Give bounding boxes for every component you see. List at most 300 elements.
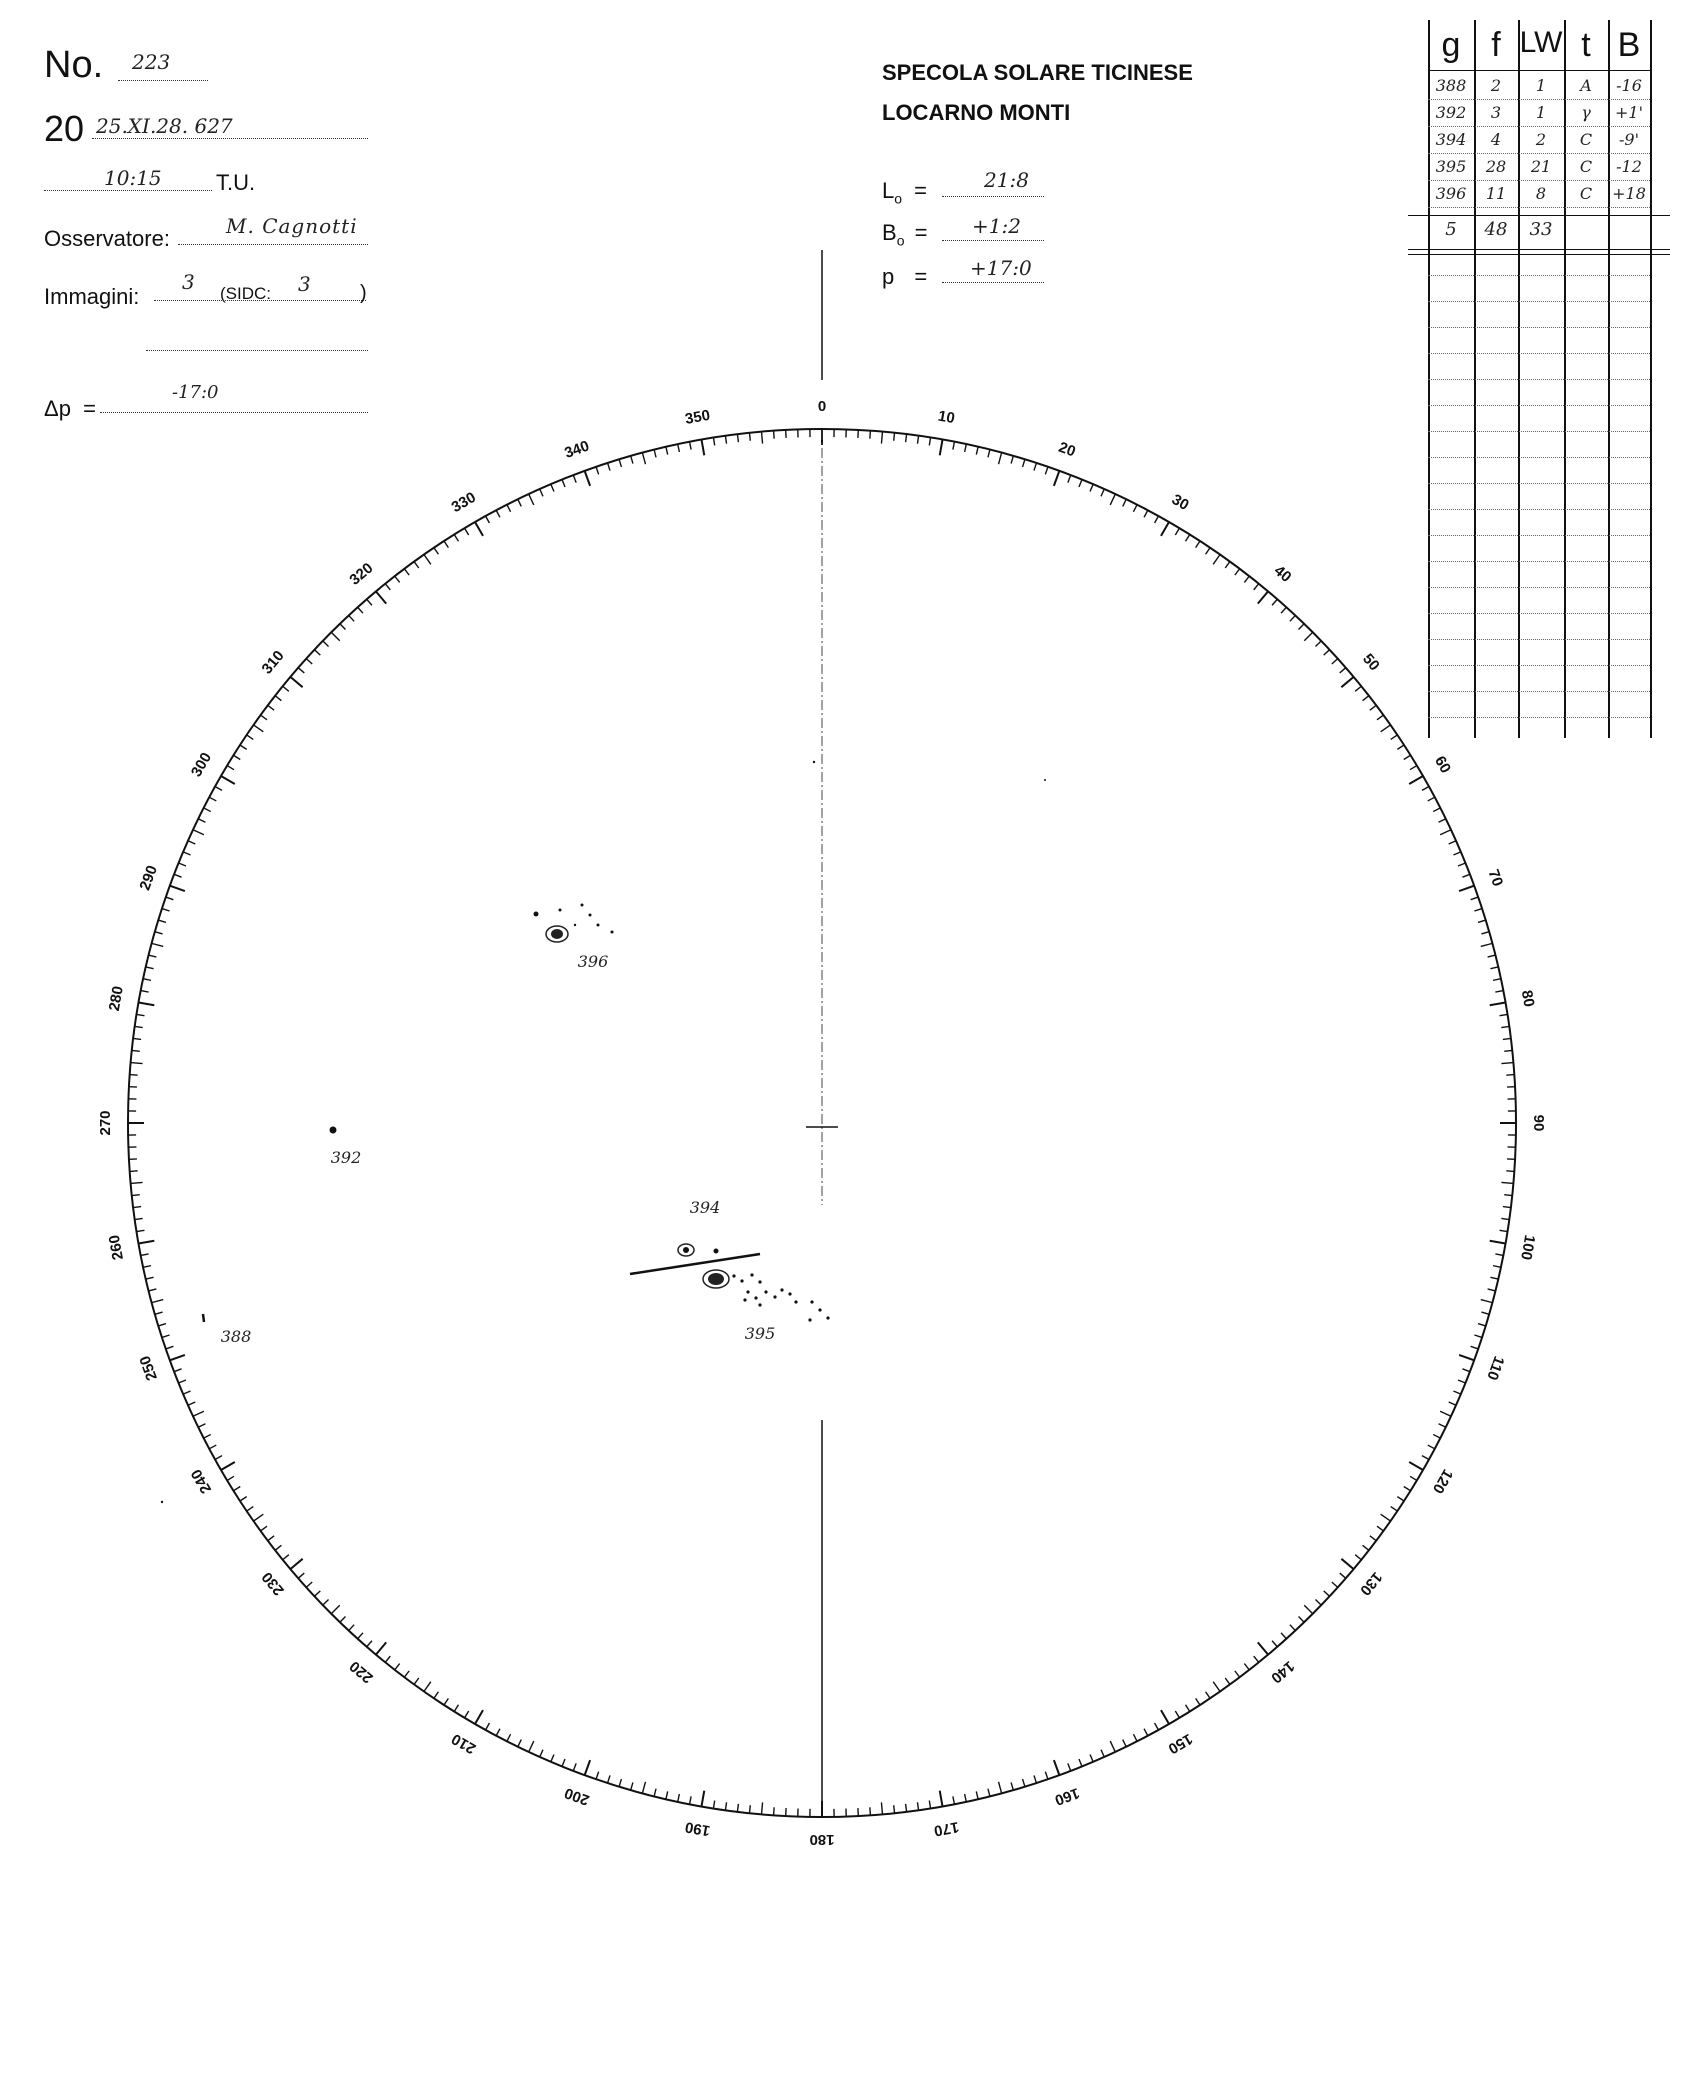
dial-tick: [1196, 541, 1200, 548]
dial-tick: [1272, 599, 1277, 605]
dial-label: 40: [1270, 562, 1295, 586]
dial-tick: [496, 1729, 500, 1736]
dial-tick: [261, 1526, 267, 1531]
dial-label: 10: [936, 407, 957, 428]
dial-tick: [179, 1380, 186, 1383]
dial-tick: [894, 1805, 895, 1813]
dial-tick: [1495, 991, 1503, 993]
dial-tick: [298, 1573, 304, 1578]
dial-tick: [1054, 471, 1059, 486]
dial-tick: [1045, 467, 1048, 475]
dial-tick: [976, 1791, 978, 1799]
dial-tick: [385, 584, 390, 590]
dial-tick: [135, 1218, 143, 1219]
dial-tick: [1355, 686, 1361, 691]
sunspot-396-umbra: [551, 929, 563, 939]
table-cell: γ: [1581, 103, 1591, 122]
dial-tick: [152, 943, 164, 946]
dial-tick: [395, 576, 400, 582]
dial-tick: [965, 1794, 967, 1802]
dial-tick: [314, 1591, 320, 1596]
dial-label: 180: [809, 1831, 835, 1849]
dial-tick: [1110, 494, 1115, 505]
dial-tick: [1213, 1682, 1220, 1692]
sunspot-395-pore: [732, 1274, 735, 1277]
dial-tick: [146, 1277, 154, 1279]
table-cell: 8: [1535, 184, 1547, 203]
dial-tick: [1410, 766, 1417, 770]
dial-tick: [188, 1402, 195, 1405]
dial-tick: [1459, 1355, 1474, 1360]
table-cell: 388: [1435, 76, 1467, 95]
dial-tick: [1471, 897, 1479, 900]
dial-tick: [654, 450, 656, 458]
dial-tick: [1186, 1705, 1190, 1712]
dial-tick: [1101, 1750, 1104, 1757]
dial-tick: [1481, 1300, 1493, 1303]
dial-tick: [137, 1230, 145, 1231]
dial-tick: [631, 456, 633, 464]
dial-tick: [940, 440, 943, 456]
table-cell: C: [1579, 130, 1593, 149]
dial-label: 20: [1056, 438, 1078, 461]
dial-tick: [306, 659, 312, 664]
table-cell: 2: [1490, 76, 1502, 95]
table-cell: 4: [1490, 130, 1502, 149]
table-cell: 396: [1435, 184, 1467, 203]
dial-tick: [188, 841, 195, 844]
dial-label: 80: [1517, 988, 1538, 1009]
dial-tick: [1503, 1207, 1511, 1208]
dial-tick: [1090, 1754, 1093, 1761]
dial-tick: [1155, 1723, 1159, 1730]
dial-tick: [1391, 735, 1398, 739]
dial-tick: [227, 1476, 234, 1480]
dial-tick: [585, 1760, 590, 1775]
l0-eq: =: [914, 178, 928, 203]
dial-tick: [486, 1723, 490, 1730]
dial-tick: [1299, 1616, 1305, 1622]
p-value: +17:0: [970, 256, 1032, 280]
sunspot-395-pore: [810, 1300, 813, 1303]
dial-tick: [999, 1782, 1002, 1794]
b0-sub: o: [896, 232, 905, 249]
dial-tick: [1409, 776, 1423, 784]
dial-label: 280: [105, 984, 127, 1013]
dial-tick: [1011, 1782, 1013, 1790]
dial-label: 90: [1530, 1114, 1548, 1132]
sunspot-396-pore: [574, 924, 576, 926]
dial-tick: [1440, 830, 1451, 835]
table-cell: 21: [1530, 157, 1552, 176]
dial-tick: [1495, 1254, 1503, 1256]
dial-label: 150: [1165, 1729, 1196, 1758]
dial-tick: [367, 599, 372, 605]
dial-tick: [701, 1791, 704, 1807]
dial-tick: [454, 1705, 458, 1712]
b0-eq: =: [914, 220, 928, 245]
dial-tick: [1397, 745, 1404, 749]
sunspot-396-pore: [597, 924, 600, 927]
group-label-396: 396: [577, 952, 609, 971]
dial-tick: [1290, 615, 1295, 621]
dial-tick: [1453, 852, 1460, 855]
dial-tick: [1324, 1591, 1330, 1596]
dial-tick: [131, 1182, 143, 1183]
b0-letter: B: [882, 220, 897, 245]
table-cell: A: [1580, 76, 1592, 95]
dial-tick: [540, 489, 543, 496]
dial-tick: [999, 453, 1002, 465]
dial-tick: [149, 1289, 157, 1291]
dial-tick: [349, 1625, 354, 1631]
sidc-label: (SIDC:: [220, 284, 271, 303]
dial-tick: [988, 450, 990, 458]
dial-tick: [221, 1462, 235, 1470]
dial-tick: [174, 1369, 181, 1372]
dial-tick: [1101, 489, 1104, 496]
dial-tick: [1501, 1063, 1513, 1064]
l0-sub: o: [894, 190, 903, 207]
dial-tick: [1235, 569, 1240, 575]
dial-tick: [183, 852, 190, 855]
sunspot-395-pore: [773, 1295, 776, 1298]
dial-tick: [1023, 459, 1025, 467]
dial-label: 120: [1428, 1466, 1457, 1497]
dial-tick: [331, 1605, 339, 1613]
dial-tick: [870, 1807, 871, 1815]
number-label: No.: [44, 44, 104, 86]
dial-tick: [976, 447, 978, 455]
dial-tick: [619, 459, 621, 467]
dial-tick: [486, 516, 490, 523]
dial-tick: [1501, 1026, 1509, 1027]
dial-tick: [465, 528, 469, 535]
dial-tick: [1068, 1763, 1071, 1770]
dial-tick: [183, 1391, 190, 1394]
group-label-388: 388: [220, 1327, 252, 1346]
equator-line: [630, 1254, 760, 1274]
dial-tick: [1506, 1171, 1514, 1172]
dial-tick: [358, 607, 363, 613]
dial-tick: [940, 1791, 943, 1807]
dial-tick: [507, 505, 511, 512]
dial-label: 310: [258, 647, 288, 678]
sunspot-394-follower: [714, 1249, 719, 1254]
dial-tick: [1123, 499, 1127, 506]
dial-tick: [496, 510, 500, 517]
dial-label: 300: [187, 749, 216, 780]
number-value: 223: [132, 50, 171, 74]
dial-tick: [1011, 456, 1013, 464]
images-label: Immagini:: [44, 284, 140, 309]
dial-tick: [152, 1300, 164, 1303]
dial-tick: [367, 1641, 372, 1647]
dial-tick: [1290, 1625, 1295, 1631]
dial-tick: [139, 1002, 155, 1005]
dial-tick: [1481, 932, 1489, 934]
dial-tick: [1458, 863, 1465, 866]
dial-tick: [1363, 1545, 1369, 1550]
dial-tick: [247, 1507, 254, 1511]
dial-tick: [1161, 522, 1169, 536]
dial-tick: [132, 1050, 140, 1051]
dial-tick: [323, 641, 329, 647]
group-label-394: 394: [689, 1198, 721, 1217]
dial-tick: [749, 433, 750, 441]
dial-tick: [1428, 797, 1435, 801]
dial-tick: [1481, 1312, 1489, 1314]
dial-tick: [762, 432, 763, 444]
dial-tick: [221, 776, 235, 784]
b0-value: +1:2: [972, 214, 1021, 238]
dial-tick: [1225, 1678, 1230, 1684]
dial-tick: [1161, 1710, 1169, 1724]
dial-tick: [139, 1241, 155, 1244]
dial-label: 60: [1431, 753, 1455, 777]
dial-tick: [268, 705, 274, 710]
dial-tick: [1068, 475, 1071, 482]
dial-tick: [507, 1734, 511, 1741]
dial-tick: [340, 624, 346, 630]
dial-tick: [774, 1807, 775, 1815]
dial-tick: [1370, 1536, 1376, 1541]
dial-tick: [233, 755, 240, 759]
table-cell: 28: [1485, 157, 1507, 176]
dial-tick: [585, 471, 590, 486]
dial-tick: [737, 434, 738, 442]
dial-tick: [666, 1791, 668, 1799]
dial-tick: [1225, 562, 1230, 568]
table-cell: -16: [1616, 76, 1642, 95]
sunspot-396-pore: [559, 909, 562, 912]
table-cell: 394: [1435, 130, 1467, 149]
dial-tick: [551, 484, 554, 491]
dial-tick: [1079, 480, 1082, 487]
dial-tick: [1458, 1380, 1465, 1383]
dial-tick: [1409, 1462, 1423, 1470]
dial-tick: [1474, 1335, 1482, 1337]
dial-tick: [444, 541, 448, 548]
dial-tick: [1155, 516, 1159, 523]
dial-tick: [1272, 1641, 1277, 1647]
dial-tick: [1244, 576, 1249, 582]
dial-tick: [170, 1355, 185, 1360]
dial-tick: [166, 897, 174, 900]
dial-tick: [1079, 1759, 1082, 1766]
dial-tick: [529, 494, 534, 505]
dial-tick: [247, 735, 254, 739]
table-header-f: f: [1491, 26, 1501, 64]
dial-tick: [1428, 1445, 1435, 1449]
year-prefix: 20: [44, 108, 85, 149]
sidc-close: ): [360, 282, 367, 304]
dial-tick: [929, 438, 930, 446]
dial-tick: [1340, 668, 1346, 673]
dial-tick: [737, 1804, 738, 1812]
dial-label: 290: [136, 863, 161, 893]
dial-tick: [881, 432, 882, 444]
table-cell: C: [1579, 157, 1593, 176]
dial-tick: [654, 1789, 656, 1797]
sunspot-395-pore: [764, 1290, 767, 1293]
dial-tick: [414, 562, 419, 568]
dial-tick: [170, 886, 185, 891]
dial-tick: [166, 1346, 174, 1349]
dial-tick: [1370, 705, 1376, 710]
dial-tick: [349, 615, 354, 621]
l0-letter: L: [882, 178, 895, 203]
dial-tick: [424, 1682, 431, 1692]
dial-tick: [1501, 1218, 1509, 1219]
dial-tick: [1304, 1605, 1312, 1613]
table-header-g: g: [1441, 26, 1461, 64]
dial-tick: [1110, 1741, 1115, 1752]
dial-tick: [1501, 1182, 1513, 1183]
dial-tick: [1506, 1075, 1514, 1076]
dial-tick: [130, 1171, 138, 1172]
dial-label: 330: [448, 488, 479, 517]
dial-tick: [1377, 1526, 1383, 1531]
dial-tick: [444, 1698, 448, 1705]
dial-tick: [953, 1796, 955, 1804]
dial-tick: [762, 1802, 763, 1814]
dial-label: 70: [1484, 867, 1507, 889]
sunspot-395-pore: [743, 1298, 746, 1301]
sunspot-395-pore: [780, 1288, 783, 1291]
dial-tick: [215, 1456, 222, 1460]
dial-tick: [130, 1075, 138, 1076]
dial-label: 240: [187, 1466, 216, 1497]
dial-tick: [1490, 1002, 1506, 1005]
dial-tick: [725, 436, 726, 444]
dial-tick: [376, 591, 386, 603]
dial-tick: [158, 1324, 166, 1326]
dial-label: 30: [1168, 490, 1192, 514]
dial-tick: [1471, 1346, 1479, 1349]
dial-tick: [518, 1740, 522, 1747]
sunspot-396-pore: [611, 931, 614, 934]
dial-tick: [1363, 696, 1369, 701]
dial-tick: [193, 1411, 204, 1416]
dial-tick: [529, 1741, 534, 1752]
dial-tick: [149, 955, 157, 957]
dial-tick: [132, 1195, 140, 1196]
dial-tick: [1340, 1573, 1346, 1578]
dial-tick: [678, 1794, 680, 1802]
dial-tick: [917, 1802, 918, 1810]
dial-tick: [275, 696, 281, 701]
dial-tick: [1459, 886, 1474, 891]
dial-tick: [690, 442, 692, 450]
dial-tick: [376, 1642, 386, 1654]
dial-tick: [179, 863, 186, 866]
dial-tick: [404, 1671, 409, 1677]
dial-tick: [1490, 1277, 1498, 1279]
dial-tick: [1422, 1456, 1429, 1460]
dial-tick: [155, 932, 163, 934]
dial-tick: [870, 431, 871, 439]
sunspot-395-pore: [758, 1280, 761, 1283]
dial-tick: [1196, 1698, 1200, 1705]
dial-label: 320: [346, 559, 377, 589]
dial-tick: [540, 1750, 543, 1757]
sunspot-395-pore: [826, 1316, 829, 1319]
dial-tick: [1175, 1711, 1179, 1718]
table-cell: +18: [1612, 184, 1646, 203]
dial-label: 130: [1356, 1568, 1386, 1599]
dial-tick: [1377, 715, 1383, 720]
dial-tick: [1123, 1740, 1127, 1747]
sunspot-395-pore: [794, 1300, 797, 1303]
sunspot-392: [330, 1127, 337, 1134]
dial-label: 210: [448, 1729, 479, 1758]
dial-label: 170: [932, 1818, 961, 1840]
dial-tick: [1490, 1241, 1506, 1244]
dial-tick: [894, 433, 895, 441]
dial-tick: [551, 1754, 554, 1761]
table-total-cell: 33: [1529, 219, 1553, 240]
sunspot-395-pore: [750, 1273, 753, 1276]
dial-tick: [1144, 510, 1148, 517]
table-cell: 3: [1490, 103, 1502, 122]
dial-tick: [1493, 1266, 1501, 1268]
dial-tick: [404, 569, 409, 575]
dial-tick: [1449, 1402, 1456, 1405]
l0-value: 21:8: [984, 168, 1029, 192]
dial-tick: [1315, 641, 1321, 647]
dial-tick: [1493, 979, 1501, 981]
dial-tick: [1381, 1514, 1391, 1521]
dial-tick: [608, 1775, 610, 1783]
dial-tick: [198, 1424, 205, 1428]
dial-tick: [1439, 819, 1446, 823]
p-eq: =: [914, 264, 928, 289]
table-cell: 395: [1435, 157, 1467, 176]
group-label-392: 392: [330, 1148, 362, 1167]
sunspot-395-pore: [754, 1296, 757, 1299]
table-total-cell: 5: [1445, 219, 1457, 240]
dial-tick: [283, 1555, 289, 1560]
dial-tick: [275, 1545, 281, 1550]
observatory-title: SPECOLA SOLARE TICINESE: [882, 60, 1193, 85]
dial-tick: [631, 1782, 633, 1790]
dial-tick: [1341, 1559, 1353, 1569]
images-value: 3: [182, 270, 195, 294]
stray-dot: [161, 1501, 163, 1503]
dial-tick: [209, 1445, 216, 1449]
dial-label: 50: [1359, 650, 1383, 675]
dial-tick: [174, 874, 181, 877]
dial-tick: [162, 909, 170, 911]
table-cell: C: [1579, 184, 1593, 203]
dial-tick: [137, 1014, 145, 1015]
dial-tick: [1054, 1760, 1059, 1775]
dial-tick: [240, 745, 247, 749]
dial-tick: [465, 1711, 469, 1718]
dial-tick: [1254, 584, 1259, 590]
dial-tick: [1433, 1434, 1440, 1438]
dial-tick: [1481, 943, 1493, 946]
dial-tick: [1304, 632, 1312, 640]
dial-tick: [261, 715, 267, 720]
dial-tick: [1213, 555, 1220, 565]
dial-tick: [306, 1582, 312, 1587]
dial-tick: [135, 1026, 143, 1027]
dial-tick: [434, 548, 438, 555]
stray-dot: [813, 761, 815, 763]
dial-label: 140: [1267, 1657, 1298, 1687]
